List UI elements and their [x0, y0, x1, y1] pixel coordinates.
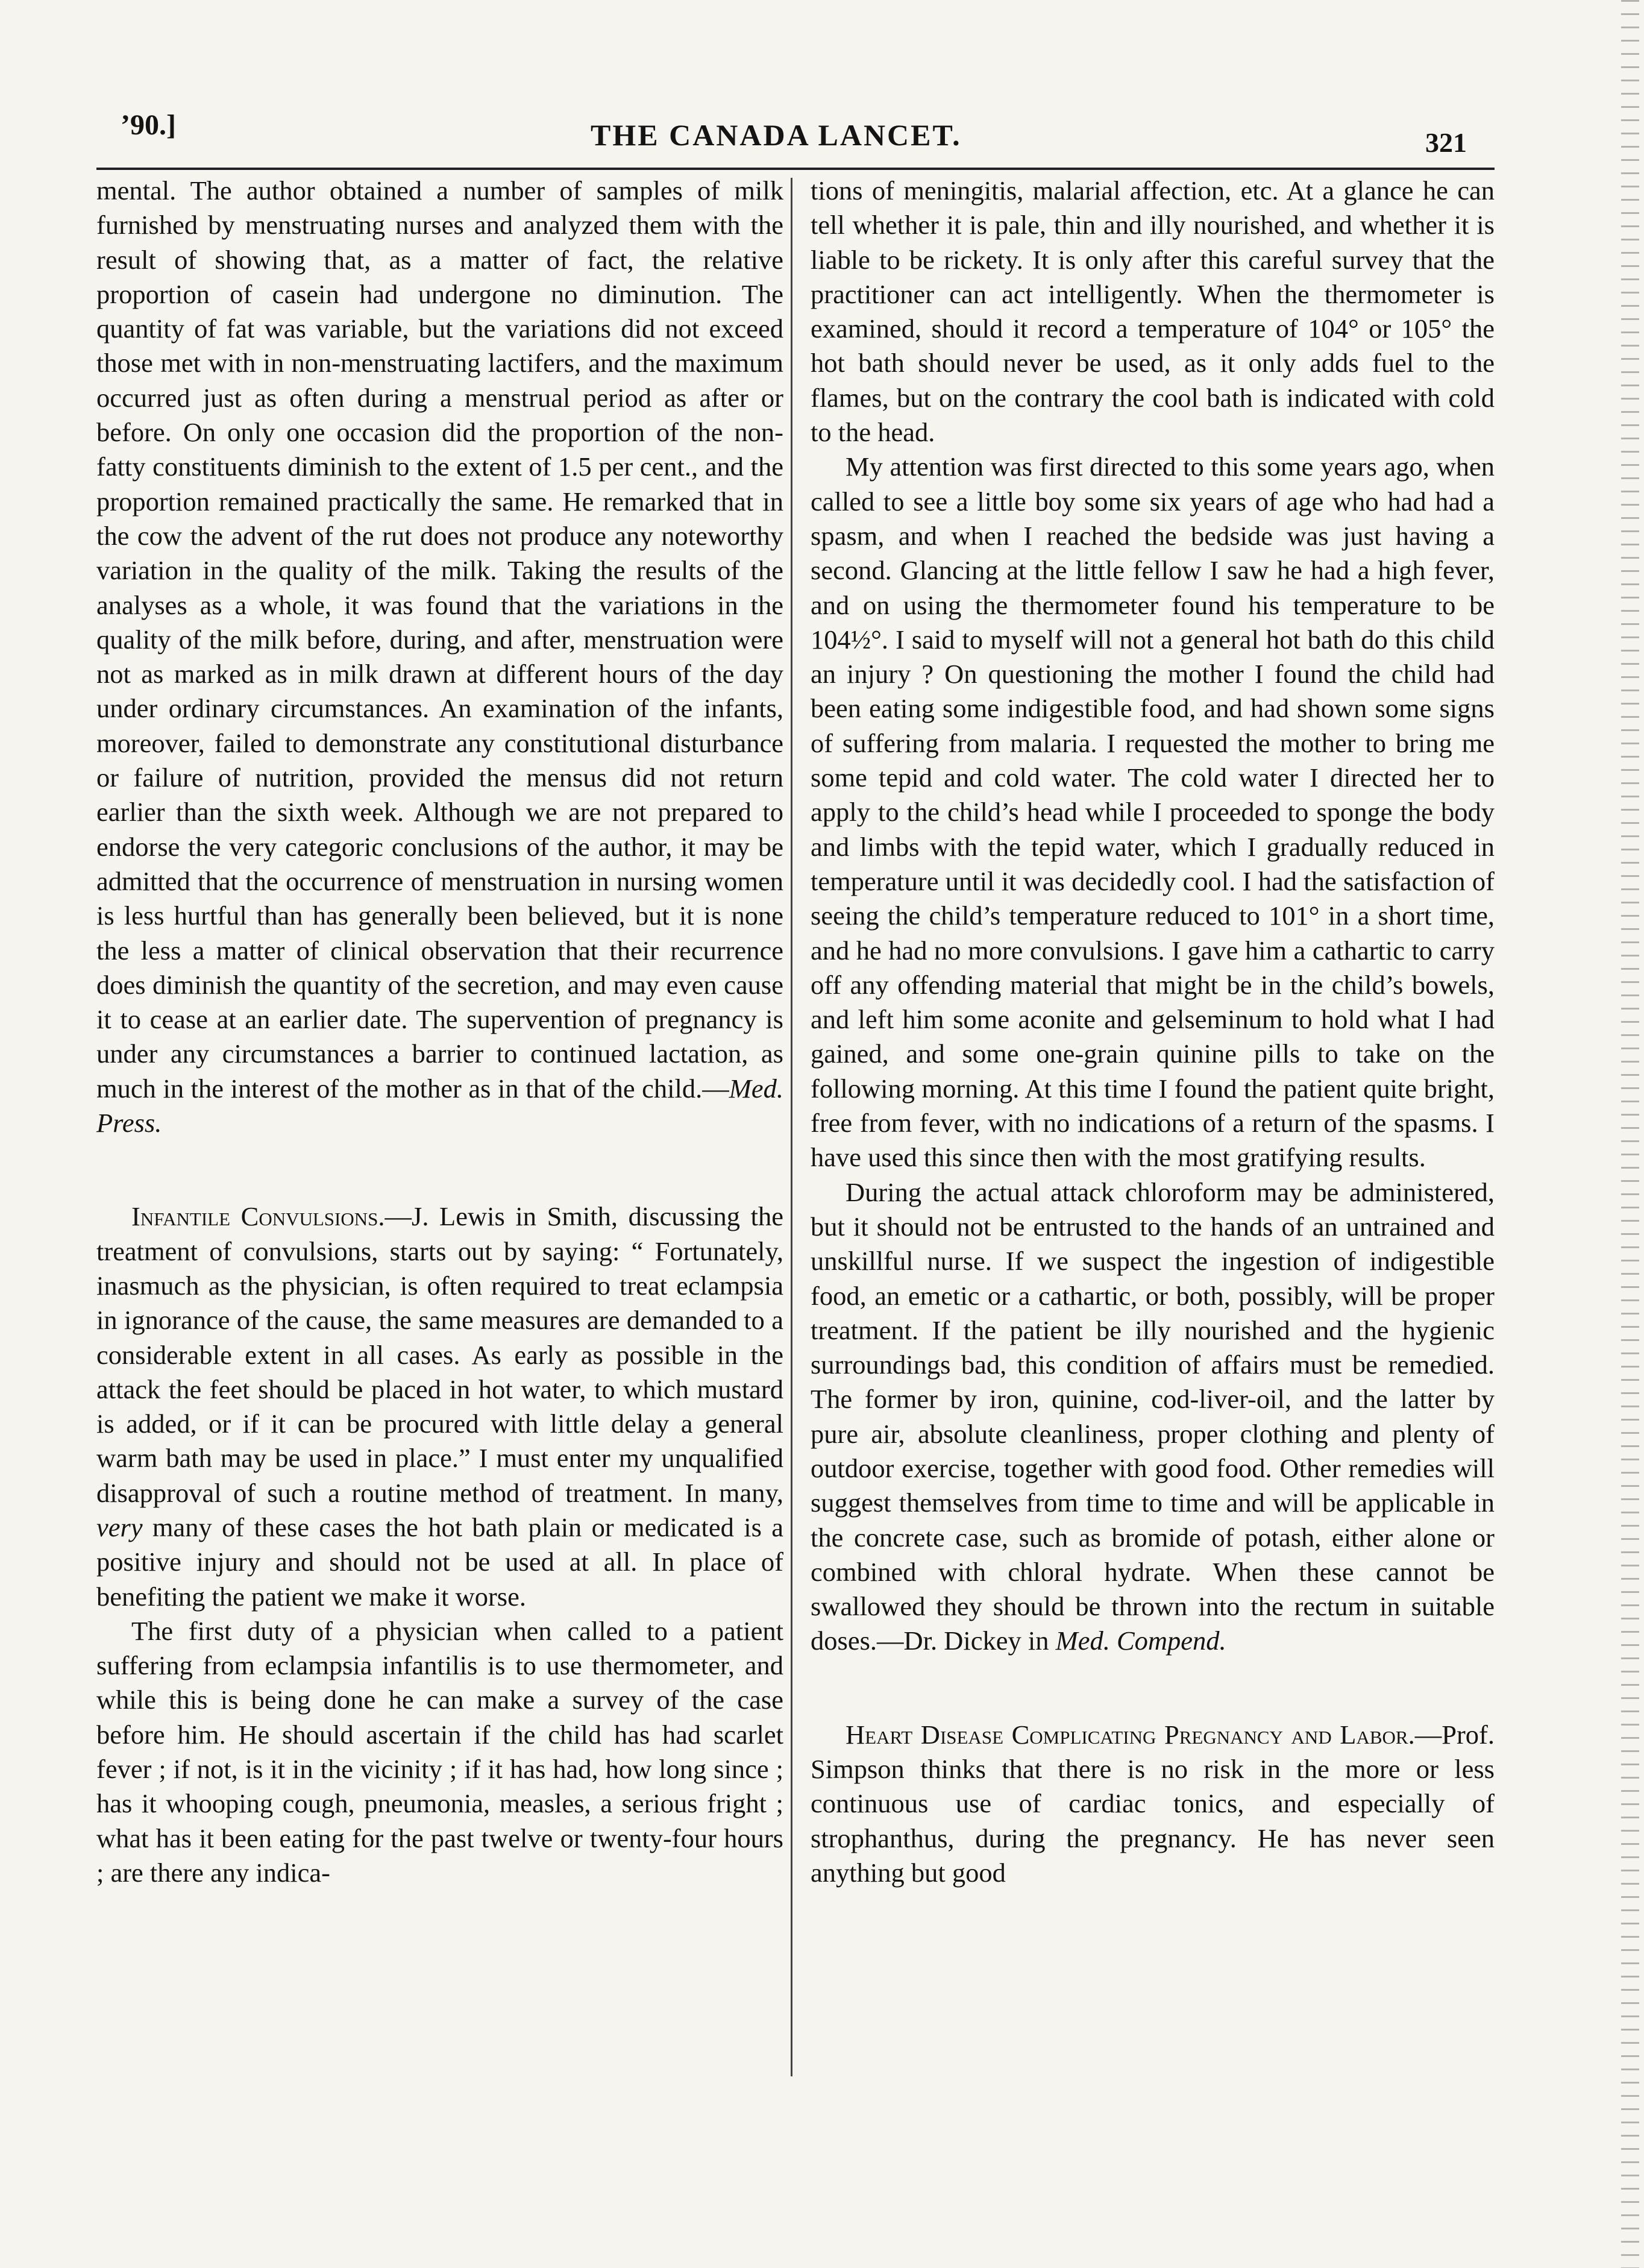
section-heading: Heart Disease Complicating Pregnancy and Labor. — [846, 1719, 1415, 1750]
article-paragraph — [811, 1175, 1495, 1659]
article-paragraph — [96, 1199, 783, 1614]
left-column — [96, 174, 783, 1890]
article-paragraph — [96, 174, 783, 1140]
article-paragraph — [811, 1718, 1495, 1890]
source-citation: Med. Compend. — [1055, 1626, 1226, 1656]
page-edge-scan-marks — [1621, 0, 1639, 2268]
article-paragraph: The first duty of a physician when called to a patient suffering from eclampsia infantilis is to use thermometer, and while this is being done he can make a survey of the case before him. He should ascertain if the child has had scarlet fever ; if not, is it in the vicinity ; if it has had, how long since ; has it whooping cough, pneumonia, measles, a serious fright ; what has it been eating for the past twelve or twenty-four hours ; are there any indica- — [96, 1615, 783, 1888]
page-number: 321 — [1425, 127, 1467, 158]
column-divider — [791, 178, 792, 2076]
paragraph-text: During the actual attack chloroform may be administered, but it should not be entrusted to the hands of an untrained and unskillful nurse. If we suspect the ingestion of indigestible food, an emetic or a cathartic, or both, possibly, will be proper treatment. If the patient be illy nourished and the hygienic surroundings bad, this condition of affairs must be remedied. The former by iron, quinine, cod-liver-oil, and the latter by pure air, absolute cleanliness, proper clothing and plenty of outdoor exercise, together with good food. Other remedies will suggest themselves from time to time and will be applicable in the concrete case, such as bromide of potash, either alone or combined with chloral hydrate. When these cannot be swallowed they should be thrown into the rectum in suitable doses.—Dr. Dickey in — [811, 1176, 1495, 1656]
section-heading: Infantile Convulsions. — [131, 1201, 385, 1232]
right-column — [811, 174, 1495, 1890]
journal-title: THE CANADA LANCET. — [591, 118, 962, 152]
running-header — [0, 0, 1644, 175]
header-rule — [96, 168, 1495, 170]
paragraph-text: mental. The author obtained a number of samples of milk furnished by menstruating nurses and analyzed them with the result of showing that, as a matter of fact, the relative proportion of casein had undergone no diminution. The quantity of fat was variable, but the variations did not exceed those met with in non-menstruating lactifers, and the maximum occurred just as often during a menstrual period as after or before. On only one occasion did the proportion of the non-fatty constituents diminish to the extent of 1.5 per cent., and the proportion remained practically the same. He remarked that in the cow the advent of the rut does not produce any noteworthy variation in the quality of the milk. Taking the results of the analyses as a whole, it was found that the variations in the quality of the milk before, during, and after, menstruation were not as marked as in milk drawn at different hours of the day under ordinary circumstances. An examination of the infants, moreover, failed to demonstrate any constitutional disturbance or failure of nutrition, provided the mensus did not return earlier than the sixth week. Although we are not prepared to endorse the very categoric conclusions of the author, it may be admitted that the occurrence of menstruation in nursing women is less hurtful than has generally been believed, but it is none the less a matter of clinical observation that their recurrence does diminish the quantity of the secretion, and may even cause it to cease at an earlier date. The supervention of pregnancy is under any circumstances a barrier to continued lactation, as much in the interest of the mother as in that of the child.— — [96, 175, 783, 1104]
emphasis-text: very — [96, 1512, 143, 1542]
section-gap — [811, 1659, 1495, 1718]
section-gap — [96, 1140, 783, 1199]
header-year: ’90.] — [121, 109, 176, 141]
article-paragraph: tions of meningitis, malarial affection, etc. At a glance he can tell whether it is pale, thin and illy nourished, and whether it is liable to be rickety. It is only after this careful survey that the practitioner can act intelligently. When the thermometer is examined, should it record a temperature of 104° or 105° the hot bath should never be used, as it only adds fuel to the flames, but on the contrary the cool bath is indicated with cold to the head. — [811, 175, 1495, 448]
paragraph-text: —Prof. Simpson thinks that there is no risk in the more or less continuous use of cardiac tonics, and especially of strophanthus, during the pregnancy. He has never seen anything but good — [811, 1719, 1495, 1888]
paragraph-text: many of these cases the hot bath plain or medicated is a positive injury and should not be used at all. In place of benefiting the patient we make it worse. — [96, 1512, 783, 1612]
paragraph-text: —J. Lewis in Smith, discussing the treatment of convulsions, starts out by saying: “ Fortunately, inasmuch as the physician, is often required to treat eclampsia in ignorance of the cause, the same measures are demanded to a considerable extent in all cases. As early as possible in the attack the feet should be placed in hot water, to which mustard is added, or if it can be procured with little delay a general warm bath may be used in place.” I must enter my unqualified disapproval of such a routine method of treatment. In many, — [96, 1201, 783, 1508]
article-paragraph: My attention was first directed to this some years ago, when called to see a little boy some six years of age who had had a spasm, and when I reached the bedside was just having a second. Glancing at the little fellow I saw he had a high fever, and on using the thermometer found his temperature to be 104½°. I said to myself will not a general hot bath do this child an injury ? On questioning the mother I found the child had been eating some indigestible food, and had shown some signs of suffering from malaria. I requested the mother to bring me some tepid and cold water. The cold water I directed her to apply to the child’s head while I proceeded to sponge the body and limbs with the tepid water, which I gradually reduced in temperature until it was decidedly cool. I had the satisfaction of seeing the child’s temperature reduced to 101° in a short time, and he had no more convulsions. I gave him a cathartic to carry off any offending material that might be in the child’s bowels, and left him some aconite and gelseminum to hold what I had gained, and some one-grain quinine pills to take on the following morning. At this time I found the patient quite bright, free from fever, with no indications of a return of the spasms. I have used this since then with the most gratifying results. — [811, 451, 1495, 1173]
source-citation: Med. Press. — [96, 1073, 783, 1139]
